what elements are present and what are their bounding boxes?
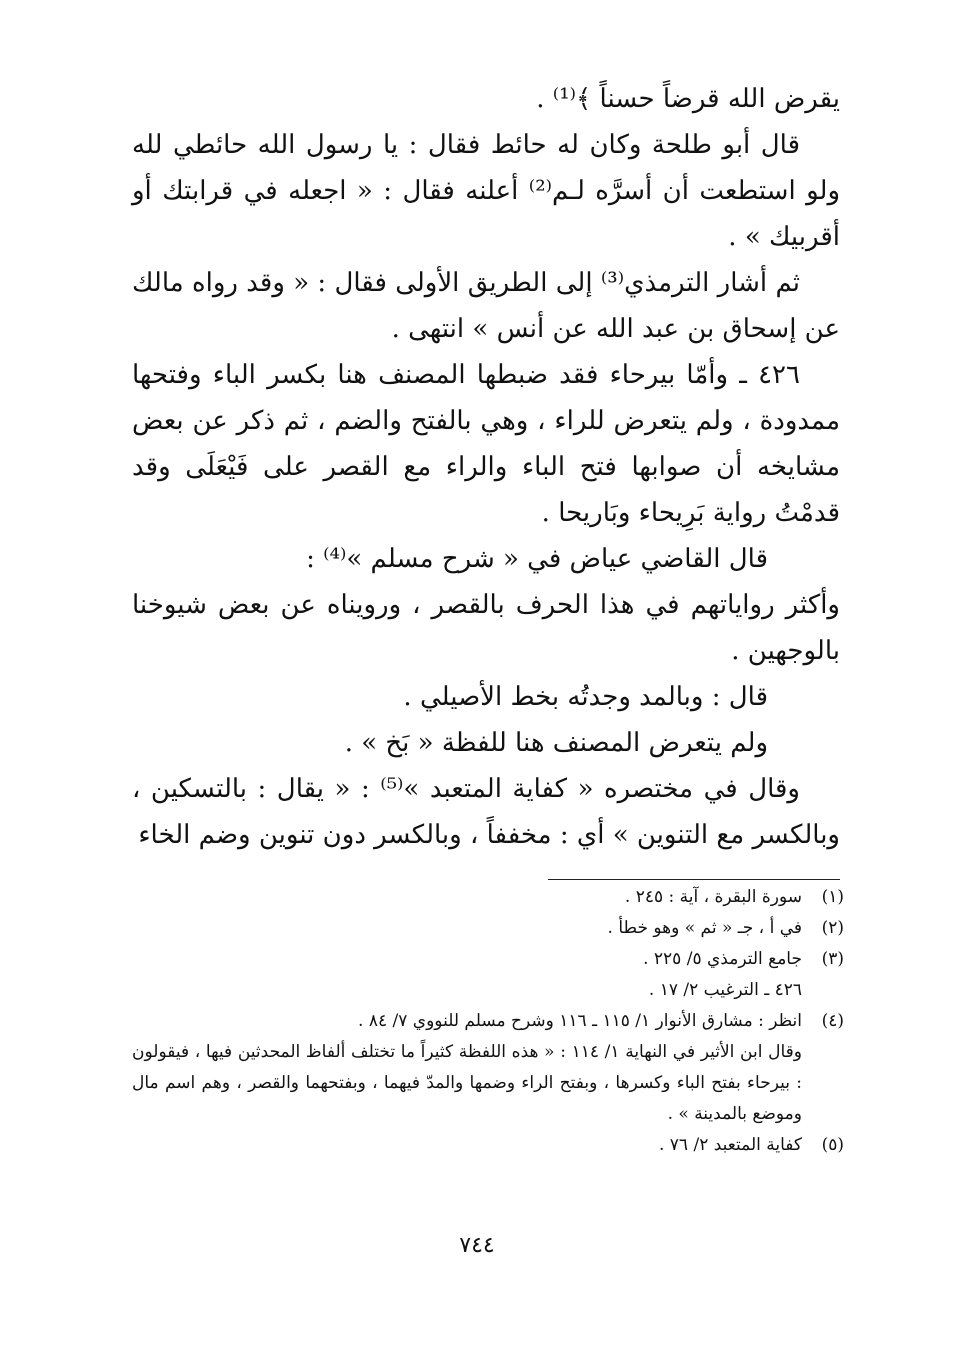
footnote-text: جامع الترمذي ٥/ ٢٢٥ . [643,949,802,969]
footnote [132,913,844,944]
footnote-text: كفاية المتعبد ٢/ ٧٦ . [658,1135,802,1155]
page-number: ٧٤٤ [459,1233,495,1258]
main-paragraph: ثم أشار الترمذي⁽³⁾ إلى الطريق الأولى فقال : « وقد رواه مالك عن إسحاق بن عبد الله عن أنس » انتهى . [132,268,840,344]
footnote [132,882,844,913]
main-paragraph: ٤٢٦ ـ وأمّا بيرحاء فقد ضبطها المصنف هنا بكسر الباء وفتحها ممدودة ، ولم يتعرض للراء ، وهي بالفتح والضم ، ثم ذكر عن بعض مشايخه أن صوابها فتح الباء والراء مع القصر على فَيْعَلَى وقد قدمْتُ رواية بَرِيحاء وبَاريحا . [132,360,840,528]
footnote [132,1006,844,1037]
main-paragraph: قال القاضي عياض في « شرح مسلم »⁽⁴⁾ : [306,544,768,574]
footnote-text: انظر : مشارق الأنوار ١/ ١١٥ ـ ١١٦ وشرح مسلم للنووي ٧/ ٨٤ . [358,1011,802,1031]
main-text-body [132,76,840,858]
footnotes [132,882,844,1161]
footnote [132,975,844,1006]
footnote-text: سورة البقرة ، آية : ٢٤٥ . [624,887,802,907]
footnote-number: (٥) [821,1135,844,1155]
footnote-number [802,975,844,1006]
footnote-separator [548,879,840,880]
main-paragraph: وأكثر رواياتهم في هذا الحرف بالقصر ، ورويناه عن بعض شيوخنا بالوجهين . [132,590,840,666]
main-paragraph: ولم يتعرض المصنف هنا للفظة « بَخ » . [344,728,768,758]
footnote [132,1130,844,1161]
footnote [132,944,844,975]
footnote-text: في أ ، جـ « ثم » وهو خطأ . [607,918,802,938]
footnote-number: (٢) [821,918,844,938]
footnote-text: ٤٢٦ ـ الترغيب ٢/ ١٧ . [648,980,802,1000]
footnote-continuation: وقال ابن الأثير في النهاية ١/ ١١٤ : « هذه اللفظة كثيراً ما تختلف ألفاظ المحدثين فيها ، فيقولون : بيرحاء بفتح الباء وكسرها ، وبفتح الراء وضمها والمدّ فيهما ، وبفتحهما والقصر ، وهم اسم مال وموضع بالمدينة » . [132,1042,802,1124]
main-paragraph: قال : وبالمد وجدتُه بخط الأصيلي . [403,682,768,712]
main-paragraph: قال أبو طلحة وكان له حائط فقال : يا رسول الله حائطي لله ولو استطعت أن أسرَّه لـم⁽²⁾ أعلنه فقال : « اجعله في قرابتك أو أقربيك » . [132,130,841,252]
footnote-number: (٤) [821,1011,844,1031]
main-paragraph: يقرض الله قرضاً حسناً ﴾⁽¹⁾ . [536,84,840,114]
main-paragraph: وقال في مختصره « كفاية المتعبد »⁽⁵⁾ : « يقال : بالتسكين ، وبالكسر مع التنوين » أي : مخففاً ، وبالكسر دون تنوين وضم الخاء [132,774,840,850]
footnote-number: (١) [821,887,844,907]
footnote-number: (٣) [821,949,844,969]
